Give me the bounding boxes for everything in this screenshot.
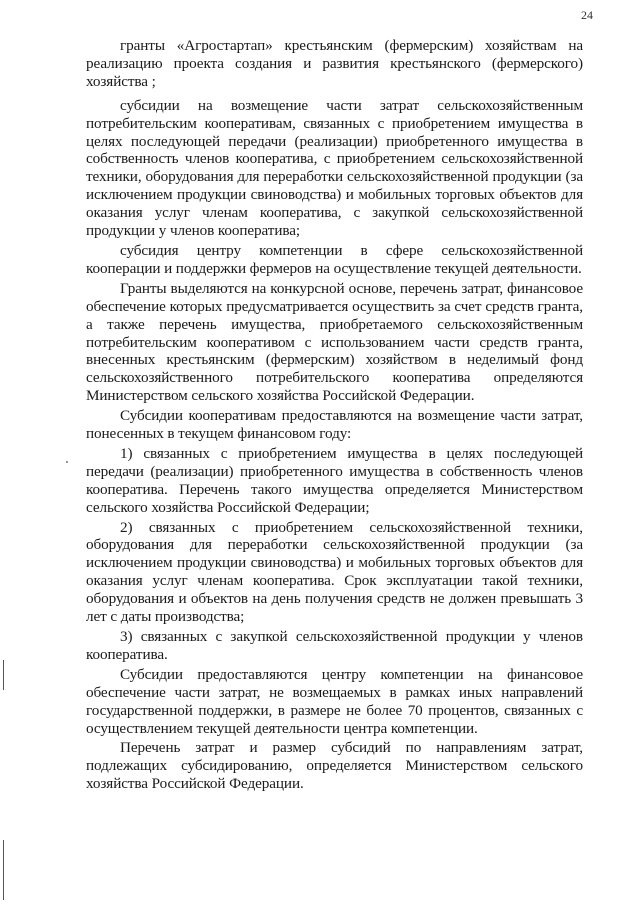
scan-edge-mark (3, 840, 4, 900)
scan-speck (66, 461, 68, 463)
paragraph-cost-list: Перечень затрат и размер субсидий по направлениям затрат, подлежащих субсидированию, определяется Министерством сельского хозяйства Российской Федерации. (86, 739, 583, 793)
paragraph-competence-center-funding: Субсидии предоставляются центру компетенции на финансовое обеспечение части затрат, не возмещаемых в рамках иных направлений государственной поддержки, в размере не более 70 процентов, связанных с осуществлением текущей деятельности центра компетенции. (86, 665, 583, 737)
list-item-1: 1) связанных с приобретением имущества в целях последующей передачи (реализации) приобретенного имущества в собственность членов кооператива. Перечень такого имущества определяется Министерством сельского хозяйства Российской Федерации; (86, 444, 583, 516)
paragraph-subsidies-current-year: Субсидии кооперативам предоставляются на возмещение части затрат, понесенных в текущем финансовом году: (86, 407, 583, 443)
list-item-3: 3) связанных с закупкой сельскохозяйственной продукции у членов кооператива. (86, 628, 583, 663)
paragraph-grants-agrostartup: гранты «Агростартап» крестьянским (фермерским) хозяйствам на реализацию проекта создания и развития крестьянского (фермерского) хозяйства ; (86, 37, 583, 90)
page-number: 24 (581, 8, 593, 22)
paragraph-grants-competitive-basis: Гранты выделяются на конкурсной основе, перечень затрат, финансовое обеспечение которых предусматривается осуществить за счет средств гранта, а также перечень имущества, приобретаемого сельскохозяйственным потребительским кооперативом с использованием части средств гранта, внесенных крестьянским (фермерским) хозяйством в неделимый фонд сельскохозяйственного потребительского кооператива определяются Министерством сельского хозяйства Российской Федерации. (86, 279, 583, 405)
scan-edge-mark (3, 660, 4, 690)
paragraph-subsidy-competence-center: субсидия центру компетенции в сфере сельскохозяйственной кооперации и поддержки фермеров на осуществление текущей деятельности. (86, 241, 583, 277)
list-item-2: 2) связанных с приобретением сельскохозяйственной техники, оборудования для переработки сельскохозяйственной продукции (за исключением продукции свиноводства) и мобильных торговых объектов для оказания услуг членам кооператива. Срок эксплуатации такой техники, оборудования и объектов на день получения средств не должен превышать 3 лет с даты производства; (86, 518, 583, 626)
document-body (86, 37, 583, 793)
paragraph-subsidies-cooperatives: субсидии на возмещение части затрат сельскохозяйственным потребительским кооперативам, связанных с приобретением имущества в целях последующей передачи (реализации) приобретенного имущества в собственность членов кооператива, с приобретением сельскохозяйственной техники, оборудования для переработки сельскохозяйственной продукции (за исключением продукции свиноводства) и мобильных торговых объектов для оказания услуг членам кооператива, с закупкой сельскохозяйственной продукции у членов кооператива; (86, 96, 583, 240)
